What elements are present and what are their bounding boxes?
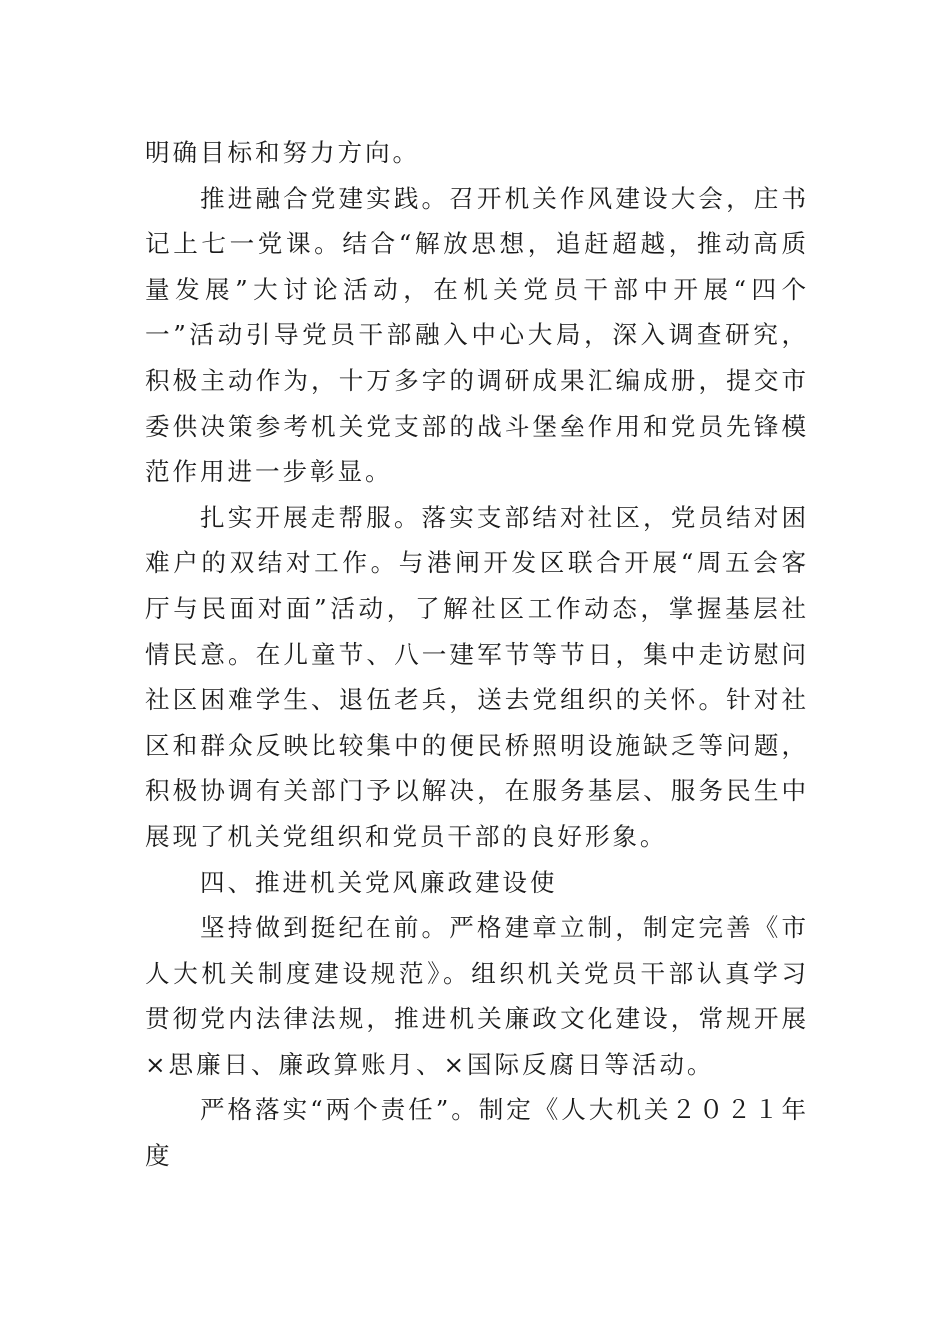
document-page <box>145 130 809 1179</box>
paragraph-discipline-first: 坚持做到挺纪在前。严格建章立制，制定完善《市人大机关制度建设规范》。组织机关党员干部认真学习贯彻党内法律法规，推进机关廉政文化建设，常规开展×思廉日、廉政算账月、×国际反腐日等活动。 <box>145 913 809 1079</box>
paragraph-closing-line: 明确目标和努力方向。 <box>145 138 420 167</box>
paragraph-community-service: 扎实开展走帮服。落实支部结对社区，党员结对困难户的双结对工作。与港闸开发区联合开展“周五会客厅与民面对面”活动，了解社区工作动态，掌握基层社情民意。在儿童节、八一建军节等节日，集中走访慰问社区困难学生、退伍老兵，送去党组织的关怀。针对社区和群众反映比较集中的便民桥照明设施缺乏等问题，积极协调有关部门予以解决，在服务基层、服务民生中展现了机关党组织和党员干部的良好形象。 <box>145 502 809 851</box>
paragraph-two-responsibilities: 严格落实“两个责任”。制定《人大机关２０２１年度 <box>145 1095 809 1171</box>
paragraph-party-building-practice: 推进融合党建实践。召开机关作风建设大会，庄书记上七一党课。结合“解放思想，追赶超越，推动高质量发展”大讨论活动，在机关党员干部中开展“四个一”活动引导党员干部融入中心大局，深入调查研究，积极主动作为，十万多字的调研成果汇编成册，提交市委供决策参考机关党支部的战斗堡垒作用和党员先锋模范作用进一步彰显。 <box>145 183 809 487</box>
section-heading-four: 四、推进机关党风廉政建设使 <box>200 867 558 897</box>
